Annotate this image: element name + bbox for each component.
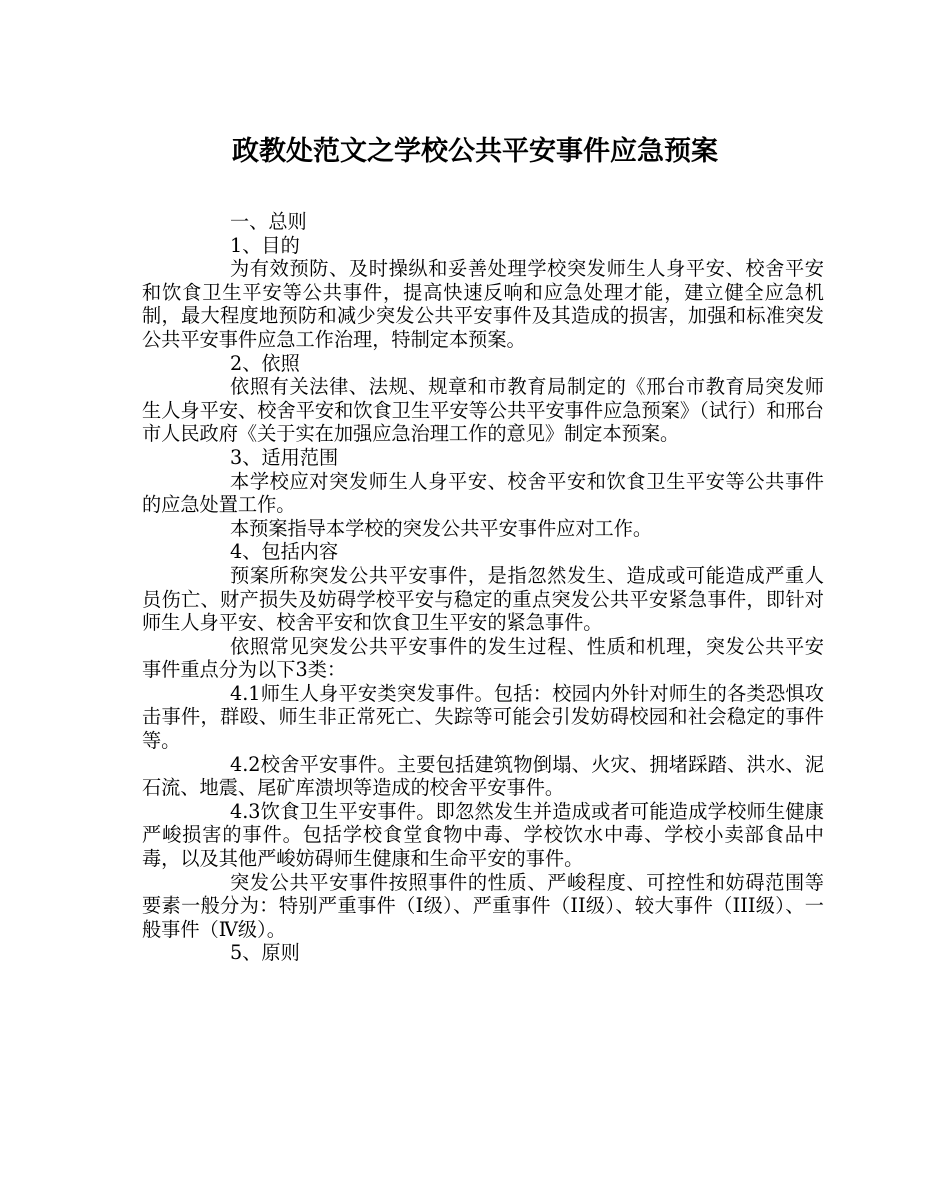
body-paragraph: 本学校应对突发师生人身平安、校舍平安和饮食卫生平安等公共事件的应急处置工作。 [142,469,824,517]
subsection-heading: 2、依照 [230,351,300,375]
body-paragraph: 为有效预防、及时操纵和妥善处理学校突发师生人身平安、校舍平安和饮食卫生平安等公共事件，提高快速反响和应急处理才能，建立健全应急机制，最大程度地预防和减少突发公共平安事件及其造成的损害，加强和标准突发公共平安事件应急工作治理，特制定本预案。 [142,257,824,351]
subsection-heading: 4、包括内容 [230,540,339,564]
subsection-heading: 5、原则 [230,941,300,965]
body-paragraph: 突发公共平安事件按照事件的性质、严峻程度、可控性和妨碍范围等要素一般分为：特别严重事件（Ⅰ级）、严重事件（II级）、较大事件（III级）、一般事件（Ⅳ级）。 [142,870,824,941]
document-body [142,210,824,965]
document-title: 政教处范文之学校公共平安事件应急预案 [232,136,718,167]
body-paragraph: 依照有关法律、法规、规章和市教育局制定的《邢台市教育局突发师生人身平安、校舍平安和饮食卫生平安等公共平安事件应急预案》（试行）和邢台市人民政府《关于实在加强应急治理工作的意见》制定本预案。 [142,375,824,446]
body-paragraph: 4.2校舍平安事件。主要包括建筑物倒塌、火灾、拥堵踩踏、洪水、泥石流、地震、尾矿库溃坝等造成的校舍平安事件。 [142,752,824,800]
body-paragraph: 依照常见突发公共平安事件的发生过程、性质和机理，突发公共平安事件重点分为以下3类： [142,634,824,682]
subsection-heading: 3、适用范围 [230,445,339,469]
body-paragraph: 预案所称突发公共平安事件，是指忽然发生、造成或可能造成严重人员伤亡、财产损失及妨碍学校平安与稳定的重点突发公共平安紧急事件，即针对师生人身平安、校舍平安和饮食卫生平安的紧急事件。 [142,563,824,635]
section-heading: 一、总则 [230,210,307,233]
subsection-heading: 1、目的 [230,233,300,257]
body-paragraph: 本预案指导本学校的突发公共平安事件应对工作。 [230,516,653,540]
body-paragraph: 4.1师生人身平安类突发事件。包括：校园内外针对师生的各类恐惧攻击事件，群殴、师生非正常死亡、失踪等可能会引发妨碍校园和社会稳定的事件等。 [142,681,824,753]
body-paragraph: 4.3饮食卫生平安事件。即忽然发生并造成或者可能造成学校师生健康严峻损害的事件。包括学校食堂食物中毒、学校饮水中毒、学校小卖部食品中毒，以及其他严峻妨碍师生健康和生命平安的事件。 [142,799,824,871]
